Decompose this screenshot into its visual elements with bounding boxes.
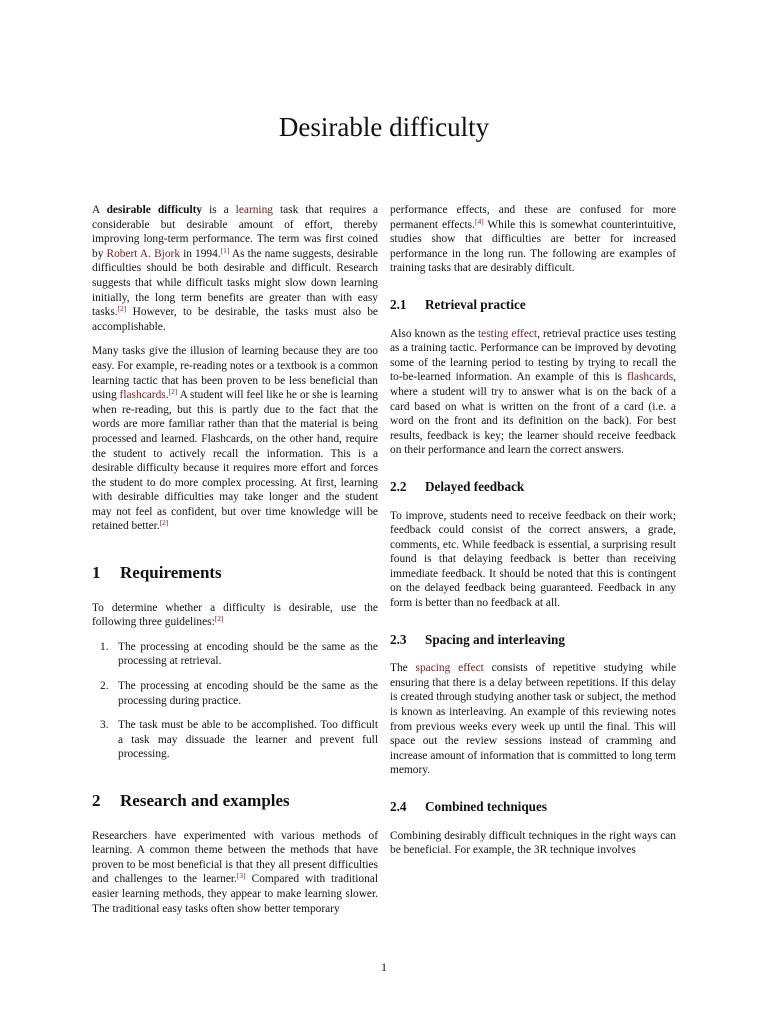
subsection-heading-combined-techniques: 2.4 Combined techniques: [390, 799, 548, 814]
section-heading-requirements: 1 Requirements: [92, 563, 222, 583]
retrieval-practice-paragraph: Also known as the testing effect, retrieval practice uses testing as a training tactic. Performance can be improved by devoting some of the learning period to testing by trying to recall the to-be-learned information. An example of this is flashcards, where a student will try to answer what is on the back of a card based on what is written on the front of a card (i.e. a word on the front and its definition on the back). For best results, feedback is key; the learner should receive feedback on their performance and learn the correct answers.: [390, 327, 676, 457]
list-item: 3. The task must be able to be accomplished. Too difficult a task may dissuade the learner and prevent full processing.: [100, 719, 378, 761]
link-robert-bjork[interactable]: Robert A. Bjork: [106, 247, 181, 260]
guidelines-list: [92, 640, 378, 762]
citation-2[interactable]: [2]: [168, 387, 178, 397]
link-testing-effect[interactable]: testing effect: [478, 327, 538, 340]
link-flashcards[interactable]: flashcards: [626, 371, 674, 384]
citation-2[interactable]: [2]: [117, 304, 127, 314]
link-spacing-effect[interactable]: spacing effect: [415, 662, 484, 675]
intro-paragraph-1: A desirable difficulty is a learning task that requires a considerable but desirable amount of effort, thereby improving long-term performance. The term was first coined by Robert A. Bjork in 1994.[1] As the name suggests, desirable difficulties should be both desirable and difficult. Research suggests that while difficult tasks might slow down learning initially, the long term benefits are greater than with easy tasks.[2] However, to be desirable, the tasks must also be accomplishable.: [92, 204, 379, 333]
research-continued-text: performance effects, and these are confused for more permanent effects.: [390, 204, 676, 231]
page-number: 1: [381, 960, 387, 974]
citation-2[interactable]: [2]: [214, 614, 224, 624]
term-desirable-difficulty: desirable difficulty: [106, 204, 203, 216]
research-paragraph-start: Researchers have experimented with various methods of learning. A common theme between the methods that have proven to be most beneficial is that they all present difficulties and challenges to the learner.[3] Compared with traditional easier learning methods, they appear to make learning slower. The traditional easy tasks often show better temporary: [92, 829, 378, 915]
research-paragraph-continued: [390, 203, 676, 276]
citation-4[interactable]: [4]: [474, 216, 484, 226]
list-item: 2. The processing at encoding should be the same as the processing during practice.: [100, 680, 378, 707]
section-heading-research: 2 Research and examples: [92, 791, 290, 810]
right-column: [390, 203, 676, 868]
subsection-heading-delayed-feedback: 2.2 Delayed feedback: [390, 478, 525, 494]
intro-paragraph-2: Many tasks give the illusion of learning because they are too easy. For example, re-reading notes or a textbook is a common learning tactic that has been proven to be less beneficial than using flashcards.[2] A student will feel like he or she is learning when re-reading, but this is partly due to the fact that the words are more familiar rather than that the material is being processed and learned. Flashcards, on the other hand, require the student to actively recall the information. This is a desirable difficulty because it requires more effort and forces the student to do more complex processing. At first, learning with desirable difficulties may take longer and the student may not feel as confident, but over time knowledge will be retained better.[2]: [92, 345, 379, 533]
spacing-paragraph: The spacing effect consists of repetitive studying while ensuring that there is a delay between repetitions. If this delay is created through studying another task or subject, the method is known as interleaving. An example of this reviewing notes from previous weeks every week up until the final. This will space out the review sessions instead of cramming and increase amount of information that is committed to long term memory.: [390, 662, 677, 777]
combined-techniques-paragraph: Combining desirably difficult techniques in the right ways can be beneficial. For example, the 3R technique involves: [390, 829, 676, 857]
subsection-heading-spacing-interleaving: 2.3 Spacing and interleaving: [390, 631, 565, 647]
citation-2[interactable]: [2]: [159, 518, 169, 528]
link-flashcards[interactable]: flashcards: [119, 389, 166, 402]
citation-1[interactable]: [1]: [220, 245, 230, 255]
subsection-heading-retrieval-practice: 2.1 Retrieval practice: [390, 296, 526, 312]
delayed-feedback-paragraph: To improve, students need to receive feedback on their work; feedback could consist of the correct answers, a grade, comments, etc. While feedback is essential, a surprising result found is that delaying feedback is better than receiving immediate feedback. It should be noted that this is contingent on the delayed feedback being guaranteed. Feedback in any form is better than no feedback at all.: [390, 509, 676, 610]
citation-3[interactable]: [3]: [236, 871, 246, 881]
link-learning[interactable]: learning: [235, 204, 273, 216]
page-title: Desirable difficulty: [278, 112, 490, 142]
left-column: [92, 203, 378, 926]
research-continued-tail: While this is somewhat counterintuitive, studies show that difficulties are better for increased performance in the long run. The following are examples of training tasks that are desirably difficult.: [390, 218, 676, 275]
requirements-intro: To determine whether a difficulty is desirable, use the following three guidelines:[2]: [92, 601, 378, 629]
list-item: 1. The processing at encoding should be the same as the processing at retrieval.: [100, 640, 378, 668]
